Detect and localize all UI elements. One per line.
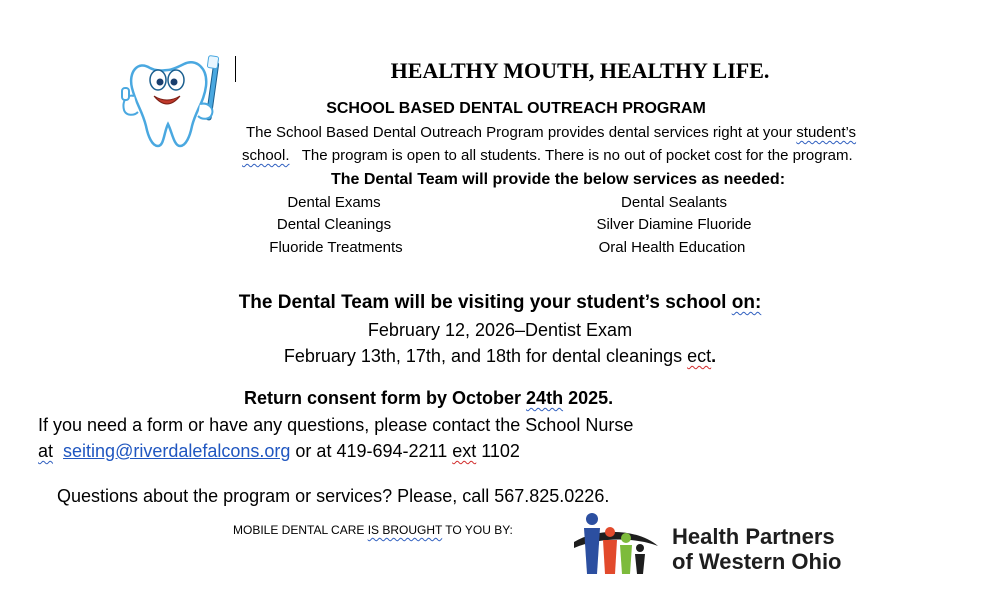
brought-by: [233, 523, 513, 537]
health-partners-logo: [570, 512, 880, 582]
tooth-mascot-icon: [118, 50, 228, 152]
intro-line-1-word: student’s: [796, 124, 857, 141]
program-heading: SCHOOL BASED DENTAL OUTREACH PROGRAM: [326, 100, 706, 117]
service-left-3: Fluoride Treatments: [269, 239, 403, 256]
visit-date-2-period: .: [711, 346, 717, 366]
consent-return-text: Return consent form by October: [244, 388, 527, 408]
service-left-2: Dental Cleanings: [276, 216, 392, 233]
contact-at: at: [38, 441, 54, 461]
service-right-3: Oral Health Education: [598, 239, 746, 256]
visit-heading: [150, 292, 850, 314]
contact-phone: or at 419-694-2211: [290, 441, 453, 461]
logo-line-2: of Western Ohio: [672, 549, 842, 574]
page-title: HEALTHY MOUTH, HEALTHY LIFE.: [390, 58, 770, 83]
intro-line-1: [246, 124, 856, 141]
logo-line-1: Health Partners: [672, 524, 835, 549]
visit-date-2: [150, 346, 850, 367]
contact-line-2: [38, 441, 520, 462]
service-right-1: Dental Sealants: [621, 194, 727, 211]
health-partners-figures-icon: [570, 512, 662, 578]
intro-line-2-text: The program is open to all students. There is no out of pocket cost for the program.: [289, 147, 853, 164]
service-right-2: Silver Diamine Fluoride: [596, 216, 752, 233]
consent-return-date: 24th: [526, 388, 564, 408]
visit-date-2-text: February 13th, 17th, and 18th for dental cleanings: [283, 346, 688, 366]
intro-line-1-text: The School Based Dental Outreach Program provides dental services right at your: [246, 124, 797, 141]
brought-by-word: IS BROUGHT: [367, 523, 443, 537]
contact-ext: ext: [452, 441, 477, 461]
visit-heading-text: The Dental Team will be visiting your student’s school: [238, 292, 732, 313]
visit-date-2-word: ect: [687, 346, 712, 366]
visit-date-1: February 12, 2026–Dentist Exam: [367, 320, 633, 340]
intro-line-2: [242, 147, 853, 164]
consent-return-year: 2025.: [563, 388, 614, 408]
nurse-email-link[interactable]: seiting@riverdalefalcons.org: [63, 441, 291, 461]
questions-line: Questions about the program or services? Please, call 567.825.0226.: [57, 486, 610, 506]
intro-line-2-word: school.: [242, 147, 290, 164]
consent-return: [244, 388, 613, 409]
brought-by-end: TO YOU BY:: [442, 523, 513, 537]
contact-line-1: If you need a form or have any questions, please contact the School Nurse: [38, 415, 634, 435]
service-left-1: Dental Exams: [287, 194, 381, 211]
visit-heading-word: on:: [731, 292, 762, 313]
brought-by-text: MOBILE DENTAL CARE: [233, 523, 368, 537]
services-heading: The Dental Team will provide the below services as needed:: [330, 171, 786, 188]
text-cursor: [235, 56, 236, 82]
contact-ext-num: 1102: [476, 441, 520, 461]
